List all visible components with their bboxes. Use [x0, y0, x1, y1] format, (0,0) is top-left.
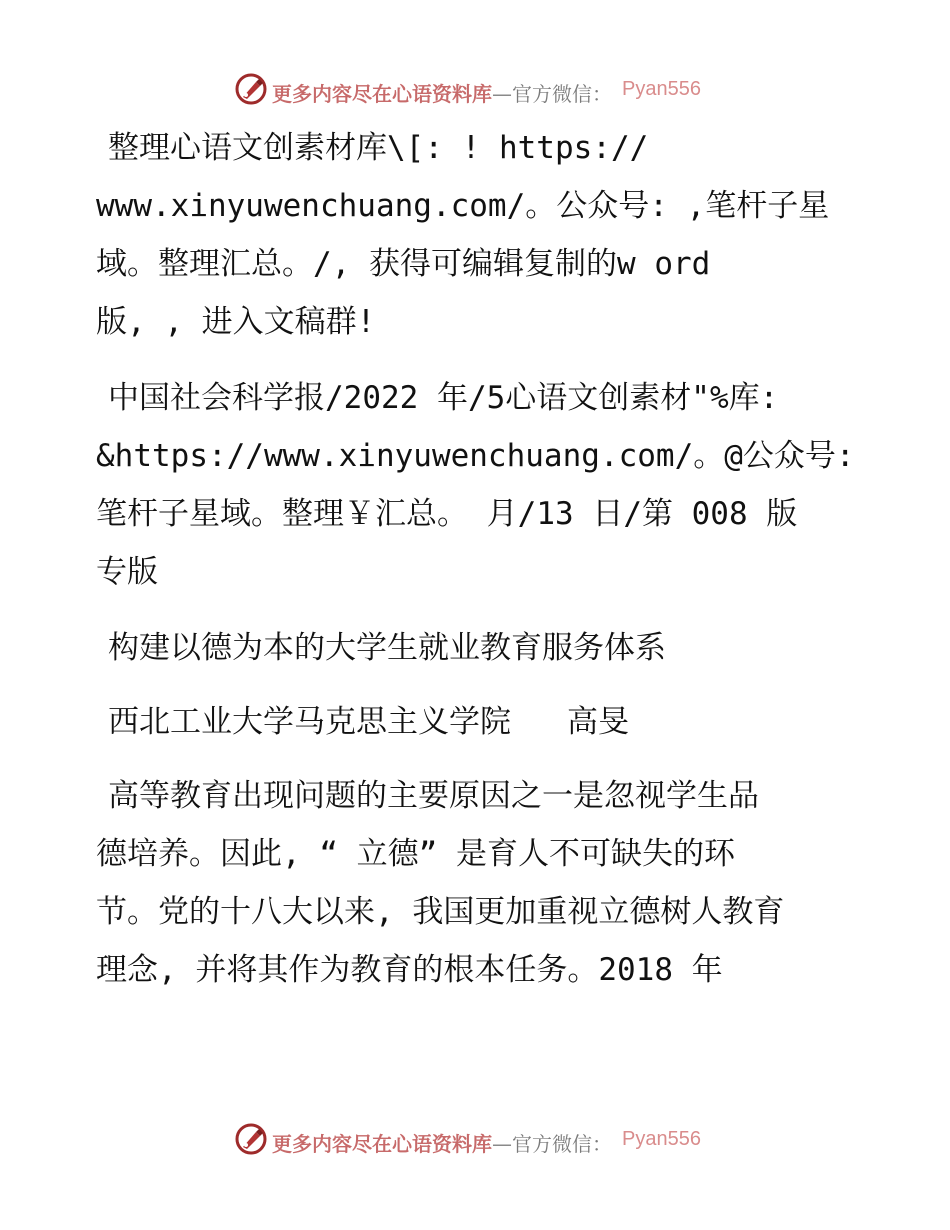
banner-text: [272, 78, 612, 107]
author-name: 高旻: [567, 704, 629, 740]
banner-wechat-label: 官方微信：: [512, 82, 612, 106]
body-line: 德培养。因此, “ 立德” 是育人不可缺失的环: [96, 836, 735, 872]
banner-site-text: 更多内容尽在心语资料库: [272, 1132, 492, 1156]
banner-wechat-id: Pyan556: [622, 1128, 701, 1150]
intro-line: 版, , 进入文稿群!: [96, 304, 376, 340]
banner-dash: —: [492, 1132, 512, 1156]
source-line: 笔杆子星域。整理￥汇总。 月/13 日/第 008 版: [96, 496, 798, 532]
body-line: 节。党的十八大以来, 我国更加重视立德树人教育: [96, 894, 785, 930]
banner-wechat-id: Pyan556: [622, 78, 701, 100]
intro-line: www.xinyuwenchuang.com/。公众号: ,笔杆子星: [96, 188, 830, 224]
author-affiliation: 西北工业大学马克思主义学院: [108, 704, 511, 740]
banner-dash: —: [492, 82, 512, 106]
header-banner: [0, 70, 950, 110]
pen-nib-circle-icon: [234, 1122, 268, 1156]
byline: [108, 702, 629, 742]
body-line: 理念, 并将其作为教育的根本任务。2018 年: [96, 952, 723, 988]
intro-line: 域。整理汇总。/, 获得可编辑复制的w ord: [96, 246, 711, 282]
banner-text: [272, 1128, 612, 1157]
footer-banner: [0, 1120, 950, 1160]
pen-nib-circle-icon: [234, 72, 268, 106]
article-title: 构建以德为本的大学生就业教育服务体系: [108, 630, 666, 666]
source-line: 专版: [96, 554, 158, 590]
source-line: 中国社会科学报/2022 年/5心语文创素材"%库:: [108, 380, 779, 416]
body-line: 高等教育出现问题的主要原因之一是忽视学生品: [108, 778, 759, 814]
intro-line: 整理心语文创素材库\[: ! https://: [108, 130, 649, 166]
source-line: &https://www.xinyuwenchuang.com/。@公众号:: [96, 438, 855, 474]
banner-site-text: 更多内容尽在心语资料库: [272, 82, 492, 106]
banner-wechat-label: 官方微信：: [512, 1132, 612, 1156]
